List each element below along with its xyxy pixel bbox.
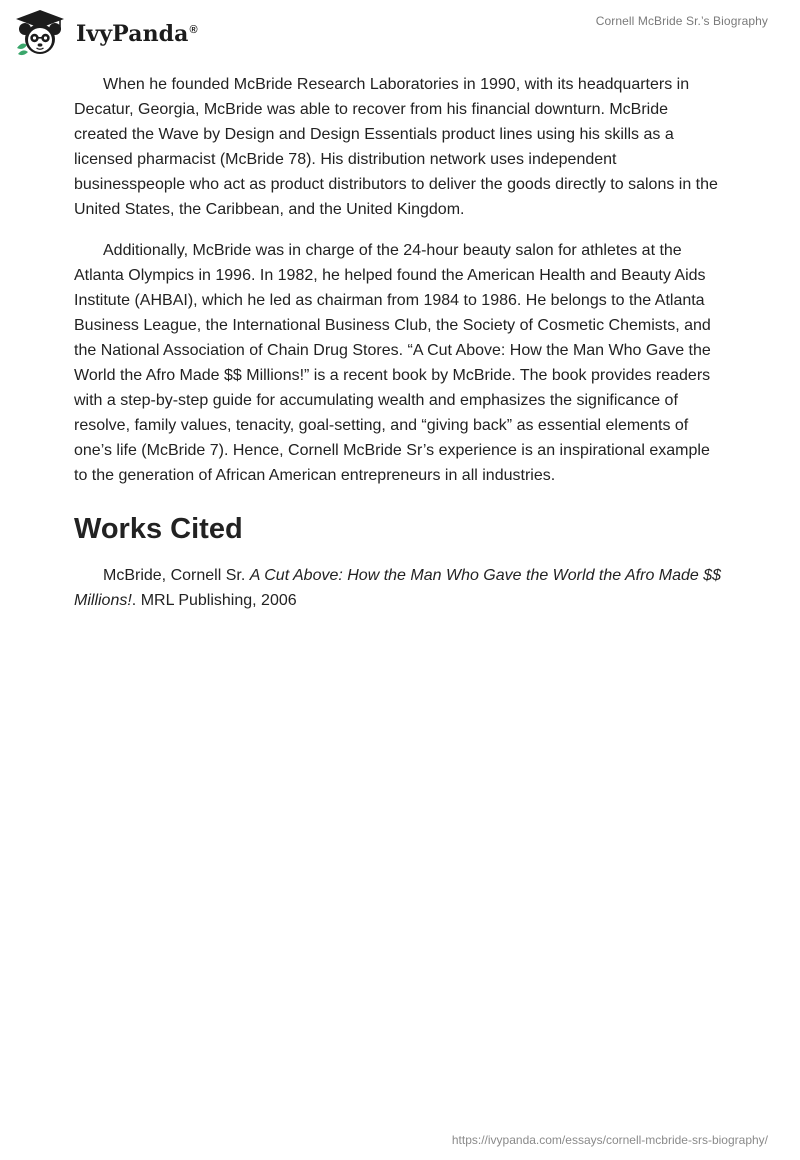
citation-title: A Cut Above: How the Man Who Gave the World the Afro Made $$ Millions! <box>74 567 722 609</box>
citation-publisher: . MRL Publishing, 2006 <box>131 592 297 609</box>
page-header <box>0 0 800 64</box>
registered-mark: ® <box>189 23 198 36</box>
essay-body <box>74 72 724 613</box>
citation-entry <box>74 563 724 613</box>
document-title: Cornell McBride Sr.’s Biography <box>595 14 768 28</box>
source-url-link[interactable]: https://ivypanda.com/essays/cornell-mcbride-srs-biography/ <box>451 1133 768 1147</box>
brand-logo-link[interactable] <box>14 8 198 58</box>
brand-name: IvyPanda® <box>76 21 198 47</box>
body-paragraph: When he founded McBride Research Laboratories in 1990, with its headquarters in Decatur, Georgia, McBride was able to recover from his financial downturn. McBride created the Wave by Design and Design Essentials product lines using his skills as a licensed pharmacist (McBride 78). His distribution network uses independent businesspeople who act as product distributors to deliver the goods directly to salons in the United States, the Caribbean, and the United Kingdom. <box>74 76 718 218</box>
works-cited-heading: Works Cited <box>74 513 243 545</box>
citation-author: McBride, Cornell Sr. <box>103 567 250 584</box>
body-paragraph: Additionally, McBride was in charge of the 24-hour beauty salon for athletes at the Atlanta Olympics in 1996. In 1982, he helped found the American Health and Beauty Aids Institute (AHBAI), which he led as chairman from 1984 to 1986. He belongs to the Atlanta Business League, the International Business Club, the Society of Cosmetic Chemists, and the National Association of Chain Drug Stores. “A Cut Above: How the Man Who Gave the World the Afro Made $$ Millions!” is a recent book by McBride. The book provides readers with a step-by-step guide for accumulating wealth and emphasizes the significance of resolve, family values, tenacity, goal-setting, and “giving back” as essential elements of one’s life (McBride 7). Hence, Cornell McBride Sr’s experience is an inspirational example to the generation of African American entrepreneurs in all industries. <box>74 242 711 484</box>
panda-graduation-cap-icon <box>14 8 66 58</box>
